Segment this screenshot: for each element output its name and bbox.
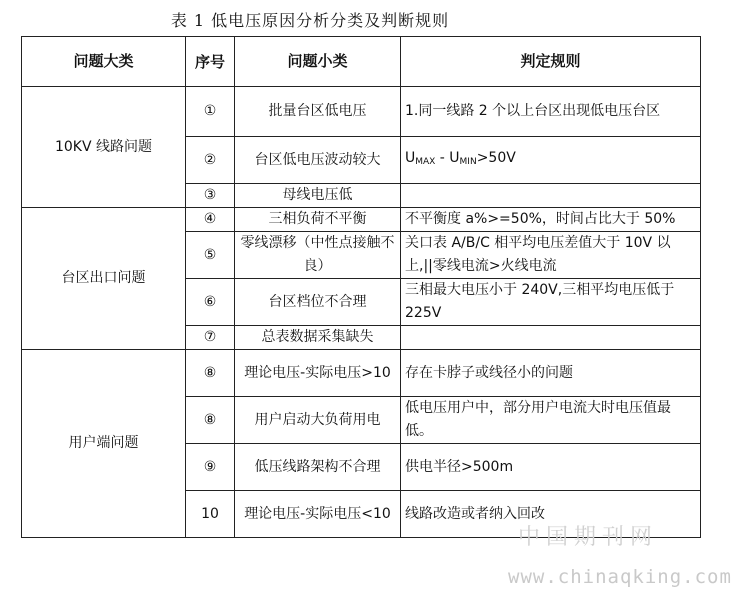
seq-cell: ①: [186, 87, 235, 137]
subcategory-cell: 总表数据采集缺失: [235, 326, 401, 350]
rule-cell: 低电压用户中，部分用户电流大时电压值最低。: [401, 397, 701, 444]
category-cell: 台区出口问题: [22, 208, 186, 350]
rule-cell: 三相最大电压小于 240V,三相平均电压低于 225V: [401, 279, 701, 326]
rule-cell: $U_{MAX} - U_{MIN}>50V$: [401, 137, 701, 184]
rule-cell: [401, 326, 701, 350]
subcategory-cell: 批量台区低电压: [235, 87, 401, 137]
header-subcategory: 问题小类: [235, 37, 401, 87]
header-category: 问题大类: [22, 37, 186, 87]
rule-cell: 线路改造或者纳入回改: [401, 491, 701, 538]
seq-cell: ⑧: [186, 397, 235, 444]
watermark-site-name: 中国期刊网: [518, 525, 659, 550]
category-cell: 10KV 线路问题: [22, 87, 186, 208]
rules-table: [21, 36, 701, 538]
subcategory-cell: 台区低电压波动较大: [235, 137, 401, 184]
subcategory-cell: 母线电压低: [235, 184, 401, 208]
table-row: [22, 208, 701, 232]
table-row: [22, 87, 701, 137]
rule-cell: [401, 184, 701, 208]
subcategory-cell: 理论电压-实际电压>10: [235, 350, 401, 397]
rule-cell: 供电半径>500m: [401, 444, 701, 491]
seq-cell: ⑥: [186, 279, 235, 326]
header-rule: 判定规则: [401, 37, 701, 87]
subcategory-cell: 台区档位不合理: [235, 279, 401, 326]
subcategory-cell: 低压线路架构不合理: [235, 444, 401, 491]
seq-cell: ②: [186, 137, 235, 184]
table-row: [22, 350, 701, 397]
seq-cell: ⑦: [186, 326, 235, 350]
table-caption: 表 1 低电压原因分析分类及判断规则: [170, 11, 450, 30]
watermark-url: www.chinaqking.com: [508, 566, 732, 588]
subcategory-cell: 理论电压-实际电压<10: [235, 491, 401, 538]
header-seq: 序号: [186, 37, 235, 87]
table-header-row: [22, 37, 701, 87]
subcategory-cell: 三相负荷不平衡: [235, 208, 401, 232]
seq-cell: ③: [186, 184, 235, 208]
rule-cell: 不平衡度 a%>=50%，时间占比大于 50%: [401, 208, 701, 232]
seq-cell: 10: [186, 491, 235, 538]
rule-cell: 存在卡脖子或线径小的问题: [401, 350, 701, 397]
seq-cell: ⑧: [186, 350, 235, 397]
seq-cell: ⑤: [186, 232, 235, 279]
rule-cell: 关口表 A/B/C 相平均电压差值大于 10V 以上,||零线电流>火线电流: [401, 232, 701, 279]
subcategory-cell: 用户启动大负荷用电: [235, 397, 401, 444]
seq-cell: ④: [186, 208, 235, 232]
seq-cell: ⑨: [186, 444, 235, 491]
subcategory-cell: 零线漂移（中性点接触不良）: [235, 232, 401, 279]
rule-cell: 1.同一线路 2 个以上台区出现低电压台区: [401, 87, 701, 137]
category-cell: 用户端问题: [22, 350, 186, 538]
